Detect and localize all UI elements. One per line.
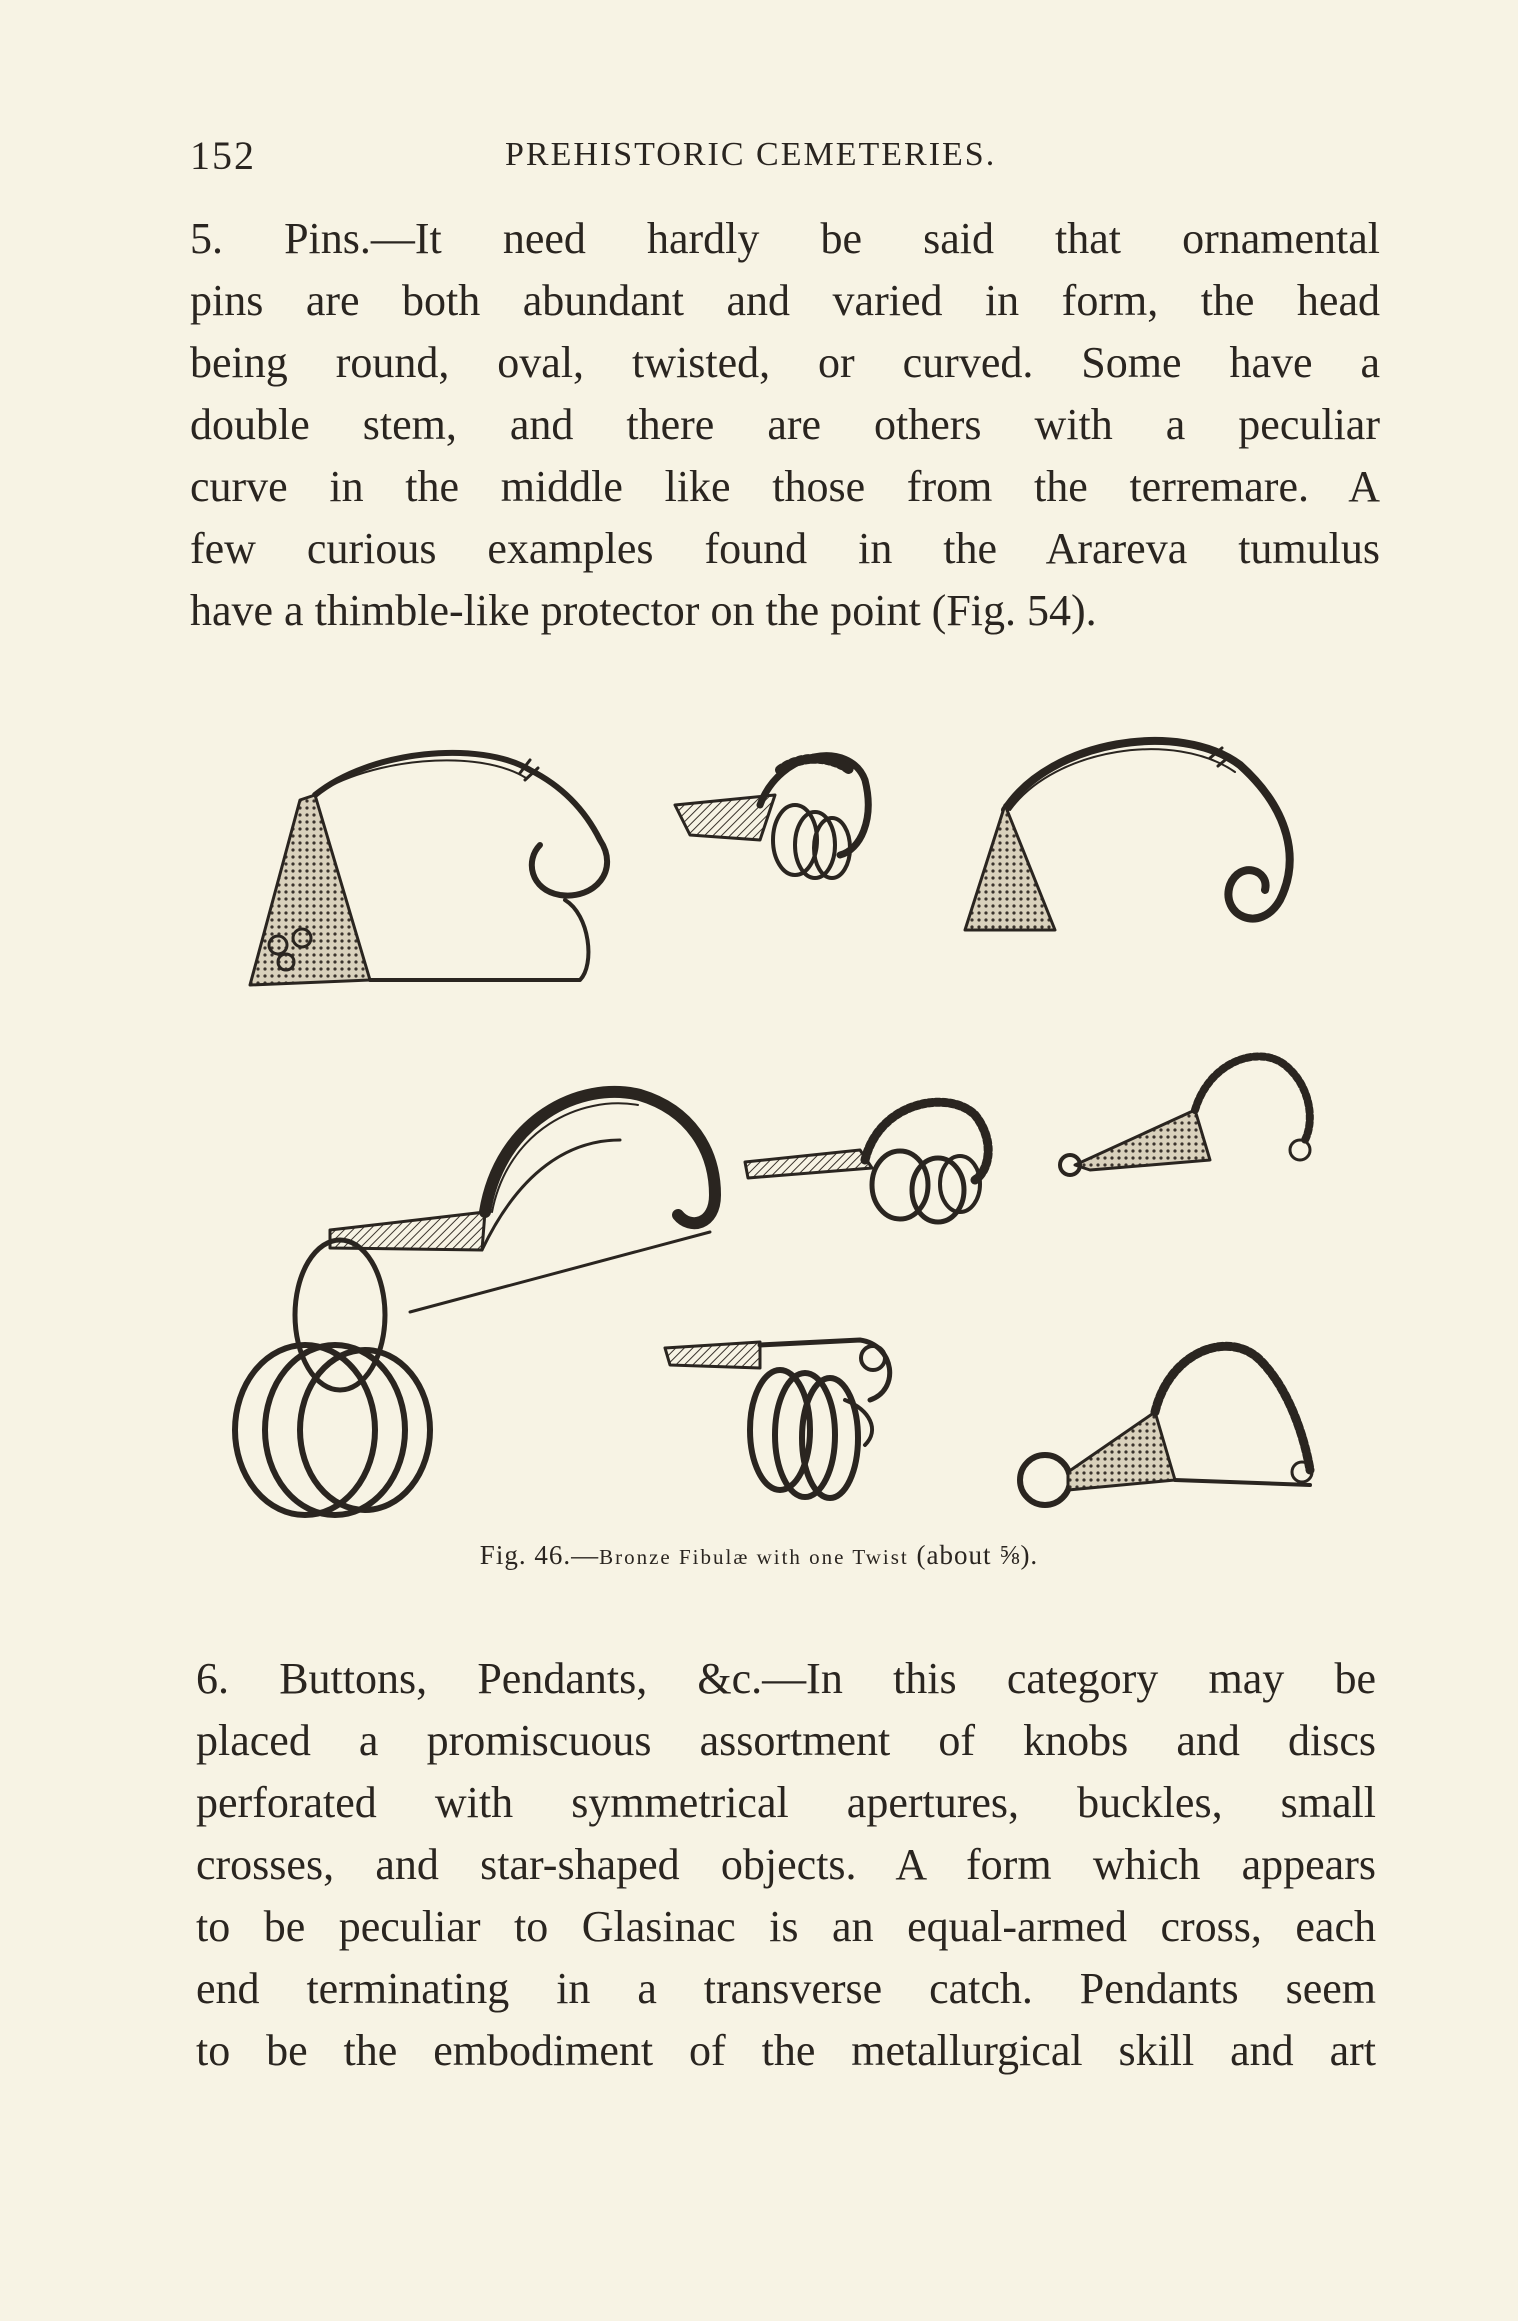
text-line: to be the embodiment of the metallurgical skill and art — [196, 2026, 1376, 2075]
text-line: pins are both abundant and varied in form, the head — [190, 276, 1380, 325]
text-line: 6. Buttons, Pendants, &c.—In this category may be — [196, 1654, 1376, 1703]
paragraph-pins — [190, 208, 1380, 642]
caption-scale: (about ⅝). — [908, 1540, 1039, 1570]
fibula-small-with-rings — [675, 756, 868, 878]
running-title: PREHISTORIC CEMETERIES. — [505, 136, 997, 173]
text-line: curve in the middle like those from the terremare. A — [190, 462, 1380, 511]
fibula-large-with-rings — [235, 1092, 715, 1515]
caption-prefix: Fig. 46.— — [479, 1540, 600, 1570]
running-head — [190, 132, 1380, 182]
fibula-arched-triangular-foot — [965, 741, 1290, 930]
text-line: to be peculiar to Glasinac is an equal-armed cross, each — [196, 1902, 1376, 1951]
text-line: end terminating in a transverse catch. Pendants seem — [196, 1964, 1376, 2013]
text-line: perforated with symmetrical apertures, buckles, small — [196, 1778, 1376, 1827]
paragraph-buttons-pendants — [196, 1648, 1376, 2082]
fibula-two-rings — [745, 1102, 988, 1222]
figure-caption — [0, 1540, 1518, 1571]
fibulae-illustration — [220, 700, 1330, 1530]
fibula-small-arched — [1060, 1056, 1310, 1175]
fibula-ring-foot — [1020, 1346, 1312, 1505]
text-line: 5. Pins.—It need hardly be said that ornamental — [190, 214, 1380, 263]
page-number: 152 — [190, 133, 256, 178]
fibula-spiral-rings — [665, 1340, 890, 1498]
text-line: placed a promiscuous assortment of knobs and discs — [196, 1716, 1376, 1765]
caption-title: Bronze Fibulæ with one Twist — [599, 1545, 909, 1569]
text-line: have a thimble-like protector on the point (Fig. 54). — [190, 586, 1097, 635]
text-line: double stem, and there are others with a peculiar — [190, 400, 1380, 449]
text-line: crosses, and star-shaped objects. A form which appears — [196, 1840, 1376, 1889]
fibula-large-triangular-foot — [250, 753, 607, 985]
text-line: few curious examples found in the Arareva tumulus — [190, 524, 1380, 573]
text-line: being round, oval, twisted, or curved. Some have a — [190, 338, 1380, 387]
